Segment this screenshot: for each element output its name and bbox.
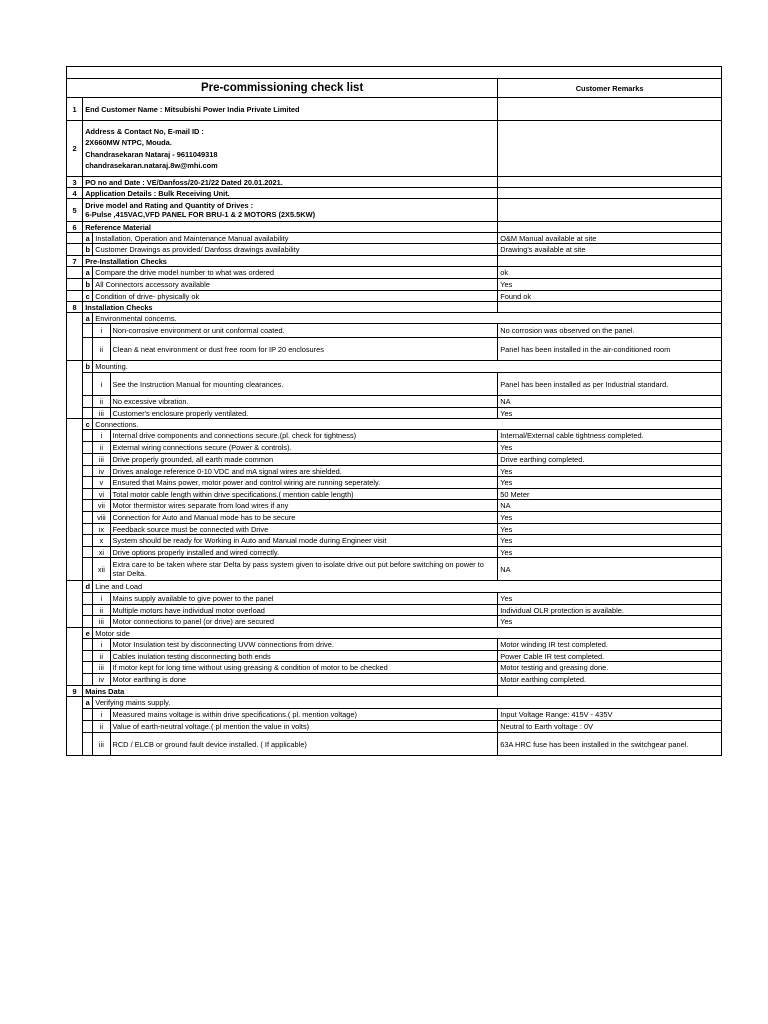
- item-label: See the Instruction Manual for mounting clearances.: [110, 373, 498, 396]
- blank-cell: [83, 373, 93, 396]
- remark-cell: [498, 121, 722, 177]
- item-roman: vii: [93, 500, 110, 512]
- item-row: [67, 733, 722, 756]
- item-row: [67, 489, 722, 500]
- page-title: Pre-commissioning check list: [67, 79, 498, 98]
- remark-cell: Individual OLR protection is available.: [498, 605, 722, 616]
- item-label: Internal drive components and connections secure.(pl. check for tightness): [110, 430, 498, 442]
- item-roman: iii: [93, 454, 110, 466]
- item-row: [67, 477, 722, 489]
- remark-cell: ok: [498, 267, 722, 279]
- item-roman: iv: [93, 466, 110, 477]
- blank-cell: [67, 419, 83, 581]
- blank-cell: [83, 547, 93, 558]
- item-label: Customer's enclosure properly ventilated.: [110, 408, 498, 419]
- item-letter: c: [83, 291, 93, 302]
- blank-cell: [83, 454, 93, 466]
- remark-cell: Motor earthing completed.: [498, 674, 722, 686]
- item-roman: iii: [93, 662, 110, 674]
- remark-cell: Yes: [498, 442, 722, 454]
- item-roman: i: [93, 709, 110, 721]
- item-row: [67, 279, 722, 291]
- section-line: Chandrasekaran Nataraj - 9611049318: [85, 149, 218, 159]
- item-roman: v: [93, 477, 110, 489]
- item-row: [67, 408, 722, 419]
- item-label: Extra care to be taken where star Delta by pass system given to isolate drive out put before switching on power to star Delta.: [110, 558, 498, 581]
- section-label: Application Details : Bulk Receiving Unit.: [83, 188, 498, 199]
- item-roman: ii: [93, 338, 110, 361]
- section-row: [67, 686, 722, 697]
- blank-cell: [67, 697, 83, 756]
- item-roman: i: [93, 430, 110, 442]
- remark-cell: Yes: [498, 477, 722, 489]
- item-row: [67, 547, 722, 558]
- blank-cell: [83, 338, 93, 361]
- item-roman: i: [93, 639, 110, 651]
- item-row: [67, 430, 722, 442]
- item-row: [67, 593, 722, 605]
- item-roman: ix: [93, 524, 110, 535]
- blank-cell: [67, 581, 83, 628]
- section-number: 9: [67, 686, 83, 697]
- item-label: Motor earthing is done: [110, 674, 498, 686]
- item-label: Drive options properly installed and wired correctly.: [110, 547, 498, 558]
- blank-cell: [83, 662, 93, 674]
- item-roman: iii: [93, 408, 110, 419]
- item-roman: vi: [93, 489, 110, 500]
- blank-cell: [83, 524, 93, 535]
- item-row: [67, 662, 722, 674]
- section-label: Reference Material: [83, 222, 498, 233]
- section-row: [67, 121, 722, 177]
- item-row: [67, 396, 722, 408]
- item-label: Multiple motors have individual motor overload: [110, 605, 498, 616]
- section-row: [67, 199, 722, 222]
- blank-cell: [83, 500, 93, 512]
- subsection-row: [67, 361, 722, 373]
- remark-cell: Yes: [498, 512, 722, 524]
- item-label: Value of earth-neutral voltage.( pl mention the value in volts): [110, 721, 498, 733]
- section-label: Installation Checks: [83, 302, 498, 313]
- item-row: [67, 674, 722, 686]
- blank-cell: [83, 639, 93, 651]
- item-label: Feedback source must be connected with Drive: [110, 524, 498, 535]
- blank-cell: [83, 442, 93, 454]
- item-row: [67, 244, 722, 256]
- item-label: No excessive vibration.: [110, 396, 498, 408]
- section-number: 2: [67, 121, 83, 177]
- remark-cell: NA: [498, 500, 722, 512]
- remark-cell: Panel has been installed as per Industrial standard.: [498, 373, 722, 396]
- item-label: Measured mains voltage is within drive specifications.( pl. mention voltage): [110, 709, 498, 721]
- section-number: 1: [67, 98, 83, 121]
- subsection-row: [67, 419, 722, 430]
- remark-cell: 50 Meter: [498, 489, 722, 500]
- item-roman: i: [93, 593, 110, 605]
- remark-cell: Yes: [498, 279, 722, 291]
- blank-cell: [83, 593, 93, 605]
- remark-cell: O&M Manual available at site: [498, 233, 722, 244]
- remark-cell: Motor testing and greasing done.: [498, 662, 722, 674]
- blank-cell: [67, 279, 83, 291]
- item-roman: xi: [93, 547, 110, 558]
- item-roman: x: [93, 535, 110, 547]
- subsection-row: [67, 313, 722, 324]
- item-row: [67, 291, 722, 302]
- blank-cell: [83, 616, 93, 628]
- remark-cell: [498, 98, 722, 121]
- item-letter: a: [83, 233, 93, 244]
- item-letter: a: [83, 313, 93, 324]
- item-row: [67, 324, 722, 338]
- item-label: System should be ready for Working in Auto and Manual mode during Engineer visit: [110, 535, 498, 547]
- blank-cell: [67, 267, 83, 279]
- remark-cell: Internal/External cable tightness completed.: [498, 430, 722, 442]
- section-line: 6-Pulse ,415VAC,VFD PANEL FOR BRU-1 & 2 MOTORS (2X5.5KW): [85, 210, 316, 219]
- item-row: [67, 524, 722, 535]
- remark-cell: Power Cable IR test completed.: [498, 651, 722, 662]
- remark-cell: Yes: [498, 616, 722, 628]
- item-row: [67, 709, 722, 721]
- item-row: [67, 558, 722, 581]
- item-row: [67, 454, 722, 466]
- remark-cell: Input Voltage Range: 415V - 435V: [498, 709, 722, 721]
- remark-cell: Found ok: [498, 291, 722, 302]
- section-number: 5: [67, 199, 83, 222]
- blank-cell: [83, 408, 93, 419]
- blank-cell: [83, 674, 93, 686]
- remark-cell: Neutral to Earth voltage : 0V: [498, 721, 722, 733]
- remark-cell: No corrosion was observed on the panel.: [498, 324, 722, 338]
- item-label: Drives analoge reference 0-10 VDC and mA signal wires are shielded.: [110, 466, 498, 477]
- item-row: [67, 338, 722, 361]
- remark-cell: [498, 686, 722, 697]
- item-label: Cables inulation testing disconnecting both ends: [110, 651, 498, 662]
- item-label: RCD / ELCB or ground fault device installed. ( If applicable): [110, 733, 498, 756]
- item-label: Installation, Operation and Maintenance Manual availability: [93, 233, 498, 244]
- item-roman: ii: [93, 442, 110, 454]
- top-spacer-row: [67, 67, 722, 79]
- blank-cell: [67, 233, 83, 244]
- item-row: [67, 466, 722, 477]
- item-roman: iv: [93, 674, 110, 686]
- item-label: Customer Drawings as provided/ Danfoss drawings availability: [93, 244, 498, 256]
- blank-cell: [67, 244, 83, 256]
- blank-cell: [83, 489, 93, 500]
- remark-cell: [498, 222, 722, 233]
- remark-cell: Yes: [498, 593, 722, 605]
- remark-cell: [498, 177, 722, 188]
- remark-cell: Drive earthing completed.: [498, 454, 722, 466]
- blank-cell: [83, 324, 93, 338]
- section-label: Mains Data: [83, 686, 498, 697]
- blank-cell: [83, 430, 93, 442]
- subsection-row: [67, 697, 722, 709]
- item-label: If motor kept for long time without using greasing & condition of motor to be checked: [110, 662, 498, 674]
- section-label: Pre-Installation Checks: [83, 256, 498, 267]
- remark-cell: [498, 199, 722, 222]
- section-label: [83, 121, 498, 177]
- section-line: Address & Contact No, E-mail ID :: [85, 126, 204, 136]
- item-letter: d: [83, 581, 93, 593]
- item-roman: viii: [93, 512, 110, 524]
- blank-cell: [83, 396, 93, 408]
- section-line: 2X660MW NTPC, Mouda.: [85, 138, 172, 147]
- item-roman: xii: [93, 558, 110, 581]
- subsection-row: [67, 581, 722, 593]
- section-number: 6: [67, 222, 83, 233]
- item-row: [67, 535, 722, 547]
- item-letter: c: [83, 419, 93, 430]
- blank-cell: [67, 628, 83, 686]
- blank-cell: [83, 733, 93, 756]
- item-row: [67, 605, 722, 616]
- section-row: [67, 302, 722, 313]
- item-row: [67, 233, 722, 244]
- blank-cell: [67, 361, 83, 419]
- remark-cell: Yes: [498, 466, 722, 477]
- section-label: PO no and Date : VE/Danfoss/20-21/22 Dated 20.01.2021.: [83, 177, 498, 188]
- remark-cell: [498, 188, 722, 199]
- item-letter: b: [83, 279, 93, 291]
- subsection-row: [67, 628, 722, 639]
- subsection-label: Line and Load: [93, 581, 722, 593]
- section-row: [67, 222, 722, 233]
- item-roman: ii: [93, 396, 110, 408]
- blank-cell: [67, 67, 722, 79]
- item-label: Motor connections to panel (or drive) are secured: [110, 616, 498, 628]
- item-roman: iii: [93, 616, 110, 628]
- item-roman: ii: [93, 651, 110, 662]
- subsection-label: Mounting.: [93, 361, 722, 373]
- item-row: [67, 442, 722, 454]
- remarks-header: Customer Remarks: [498, 79, 722, 98]
- item-label: Mains supply available to give power to the panel: [110, 593, 498, 605]
- item-row: [67, 373, 722, 396]
- section-number: 8: [67, 302, 83, 313]
- item-label: Motor Insulation test by disconnecting UVW connections from drive.: [110, 639, 498, 651]
- section-number: 7: [67, 256, 83, 267]
- remark-cell: [498, 256, 722, 267]
- blank-cell: [83, 709, 93, 721]
- item-row: [67, 500, 722, 512]
- remark-cell: Panel has been installed in the air-conditioned room: [498, 338, 722, 361]
- item-label: Non-corrosive environment or unit conformal coated.: [110, 324, 498, 338]
- item-label: Drive properly grounded, all earth made common: [110, 454, 498, 466]
- item-letter: a: [83, 267, 93, 279]
- blank-cell: [83, 477, 93, 489]
- item-row: [67, 651, 722, 662]
- item-letter: a: [83, 697, 93, 709]
- item-row: [67, 267, 722, 279]
- item-letter: b: [83, 244, 93, 256]
- blank-cell: [83, 651, 93, 662]
- item-label: External wiring connections secure (Power & controls).: [110, 442, 498, 454]
- subsection-label: Motor side: [93, 628, 722, 639]
- blank-cell: [83, 605, 93, 616]
- section-row: [67, 177, 722, 188]
- remark-cell: Drawing's available at site: [498, 244, 722, 256]
- blank-cell: [83, 466, 93, 477]
- item-row: [67, 512, 722, 524]
- title-row: [67, 79, 722, 98]
- item-label: Connection for Auto and Manual mode has to be secure: [110, 512, 498, 524]
- section-label: End Customer Name : Mitsubishi Power India Private Limited: [83, 98, 498, 121]
- remark-cell: Yes: [498, 535, 722, 547]
- section-line: Drive model and Rating and Quantity of Drives :: [85, 201, 254, 210]
- item-letter: b: [83, 361, 93, 373]
- subsection-label: Environmental concerns.: [93, 313, 722, 324]
- remark-cell: Motor winding IR test completed.: [498, 639, 722, 651]
- blank-cell: [83, 558, 93, 581]
- remark-cell: Yes: [498, 408, 722, 419]
- blank-cell: [83, 721, 93, 733]
- subsection-label: Verifying mains supply.: [93, 697, 722, 709]
- item-roman: i: [93, 324, 110, 338]
- item-roman: ii: [93, 721, 110, 733]
- subsection-label: Connections.: [93, 419, 722, 430]
- remark-cell: Yes: [498, 547, 722, 558]
- remark-cell: NA: [498, 558, 722, 581]
- item-roman: ii: [93, 605, 110, 616]
- section-label: [83, 199, 498, 222]
- section-number: 3: [67, 177, 83, 188]
- remark-cell: Yes: [498, 524, 722, 535]
- blank-cell: [83, 535, 93, 547]
- section-row: [67, 188, 722, 199]
- item-row: [67, 639, 722, 651]
- item-roman: iii: [93, 733, 110, 756]
- section-line: chandrasekaran.nataraj.8w@mhi.com: [85, 161, 218, 170]
- item-label: Motor thermistor wires separate from load wires if any: [110, 500, 498, 512]
- section-number: 4: [67, 188, 83, 199]
- item-label: Condition of drive- physically ok: [93, 291, 498, 302]
- remark-cell: 63A HRC fuse has been installed in the switchgear panel.: [498, 733, 722, 756]
- item-label: Clean & neat environment or dust free room for IP 20 enclosures: [110, 338, 498, 361]
- item-letter: e: [83, 628, 93, 639]
- item-row: [67, 721, 722, 733]
- checklist-table: [66, 66, 722, 756]
- item-label: Compare the drive model number to what was ordered: [93, 267, 498, 279]
- item-row: [67, 616, 722, 628]
- section-row: [67, 98, 722, 121]
- item-label: Ensured that Mains power, motor power and control wiring are running seperately.: [110, 477, 498, 489]
- item-label: Total motor cable length within drive specifications.( mention cable length): [110, 489, 498, 500]
- blank-cell: [83, 512, 93, 524]
- blank-cell: [67, 313, 83, 361]
- item-roman: i: [93, 373, 110, 396]
- item-label: All Connectors accessory available: [93, 279, 498, 291]
- remark-cell: [498, 302, 722, 313]
- remark-cell: NA: [498, 396, 722, 408]
- blank-cell: [67, 291, 83, 302]
- section-row: [67, 256, 722, 267]
